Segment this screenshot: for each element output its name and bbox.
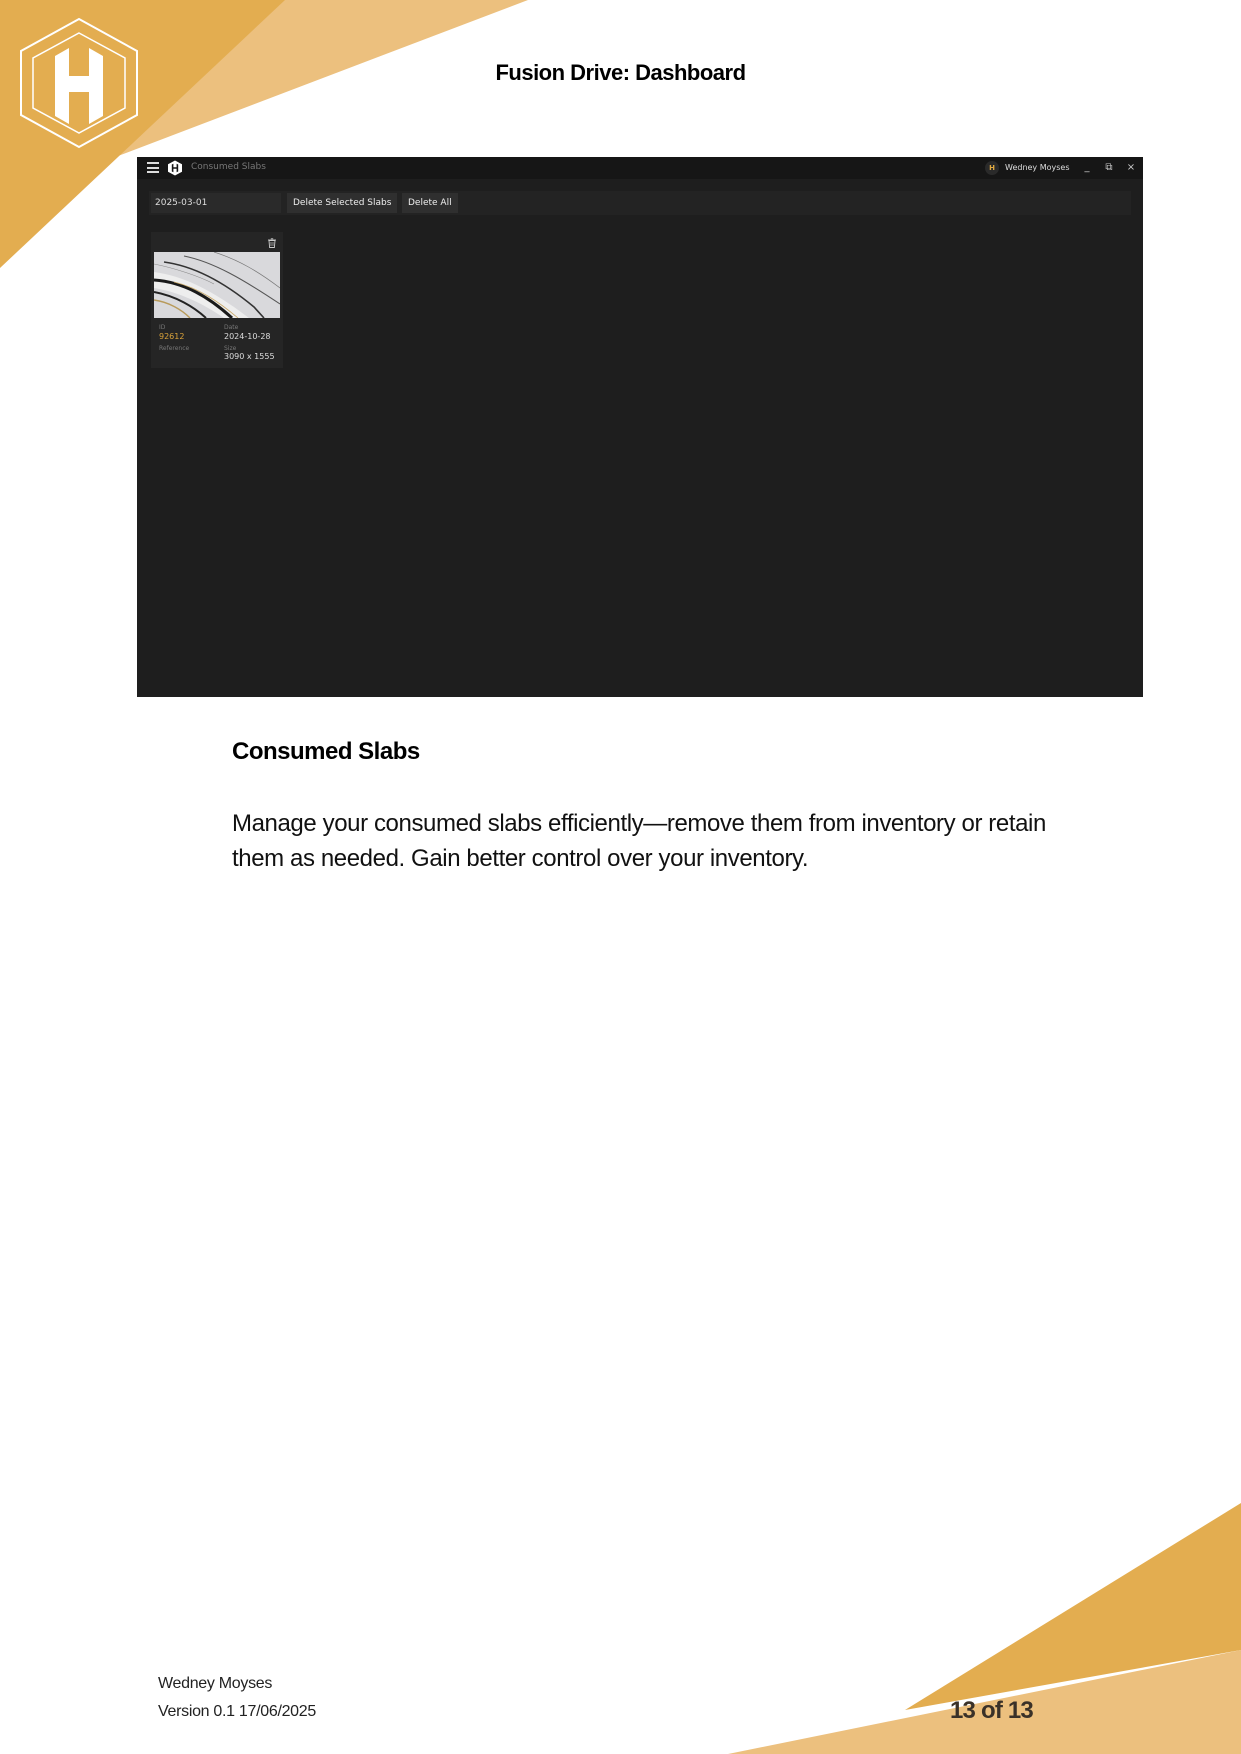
slab-id-value: 92612 (159, 332, 185, 341)
section-description: Manage your consumed slabs efficiently—remove them from inventory or retain them as needed. Gain better control over your inventory. (232, 810, 1046, 872)
footer-author: Wedney Moyses (158, 1675, 273, 1692)
footer-version: Version 0.1 17/06/2025 (158, 1703, 316, 1720)
delete-selected-slabs-button[interactable]: Delete Selected Slabs (287, 193, 397, 213)
trash-icon[interactable] (266, 237, 278, 249)
slab-card[interactable] (151, 232, 283, 368)
document-title: Fusion Drive: Dashboard (495, 60, 746, 85)
title-bar (137, 157, 1143, 179)
slab-image (154, 252, 280, 318)
date-input[interactable] (151, 193, 281, 213)
app-window (137, 157, 1143, 697)
restore-icon[interactable]: ⧉ (1105, 162, 1113, 173)
close-icon[interactable]: × (1126, 162, 1136, 173)
user-name[interactable]: Wedney Moyses (1005, 163, 1070, 172)
slab-date-value: 2024-10-28 (224, 332, 271, 341)
slab-date-label: Date (224, 324, 239, 331)
slab-size-label: Size (224, 345, 237, 352)
app-logo-icon (167, 160, 183, 176)
slab-id-label: ID (159, 324, 166, 331)
window-title: Consumed Slabs (191, 162, 266, 172)
slab-reference-label: Reference (159, 345, 190, 352)
user-avatar[interactable]: H (985, 161, 999, 175)
delete-all-button[interactable]: Delete All (402, 193, 458, 213)
section-title: Consumed Slabs (232, 738, 420, 765)
minimize-icon[interactable]: _ (1084, 162, 1090, 173)
slab-size-value: 3090 x 1555 (224, 352, 275, 361)
hamburger-menu-icon[interactable] (147, 162, 159, 173)
page-number: 13 of 13 (950, 1697, 1033, 1724)
toolbar (149, 191, 1131, 215)
